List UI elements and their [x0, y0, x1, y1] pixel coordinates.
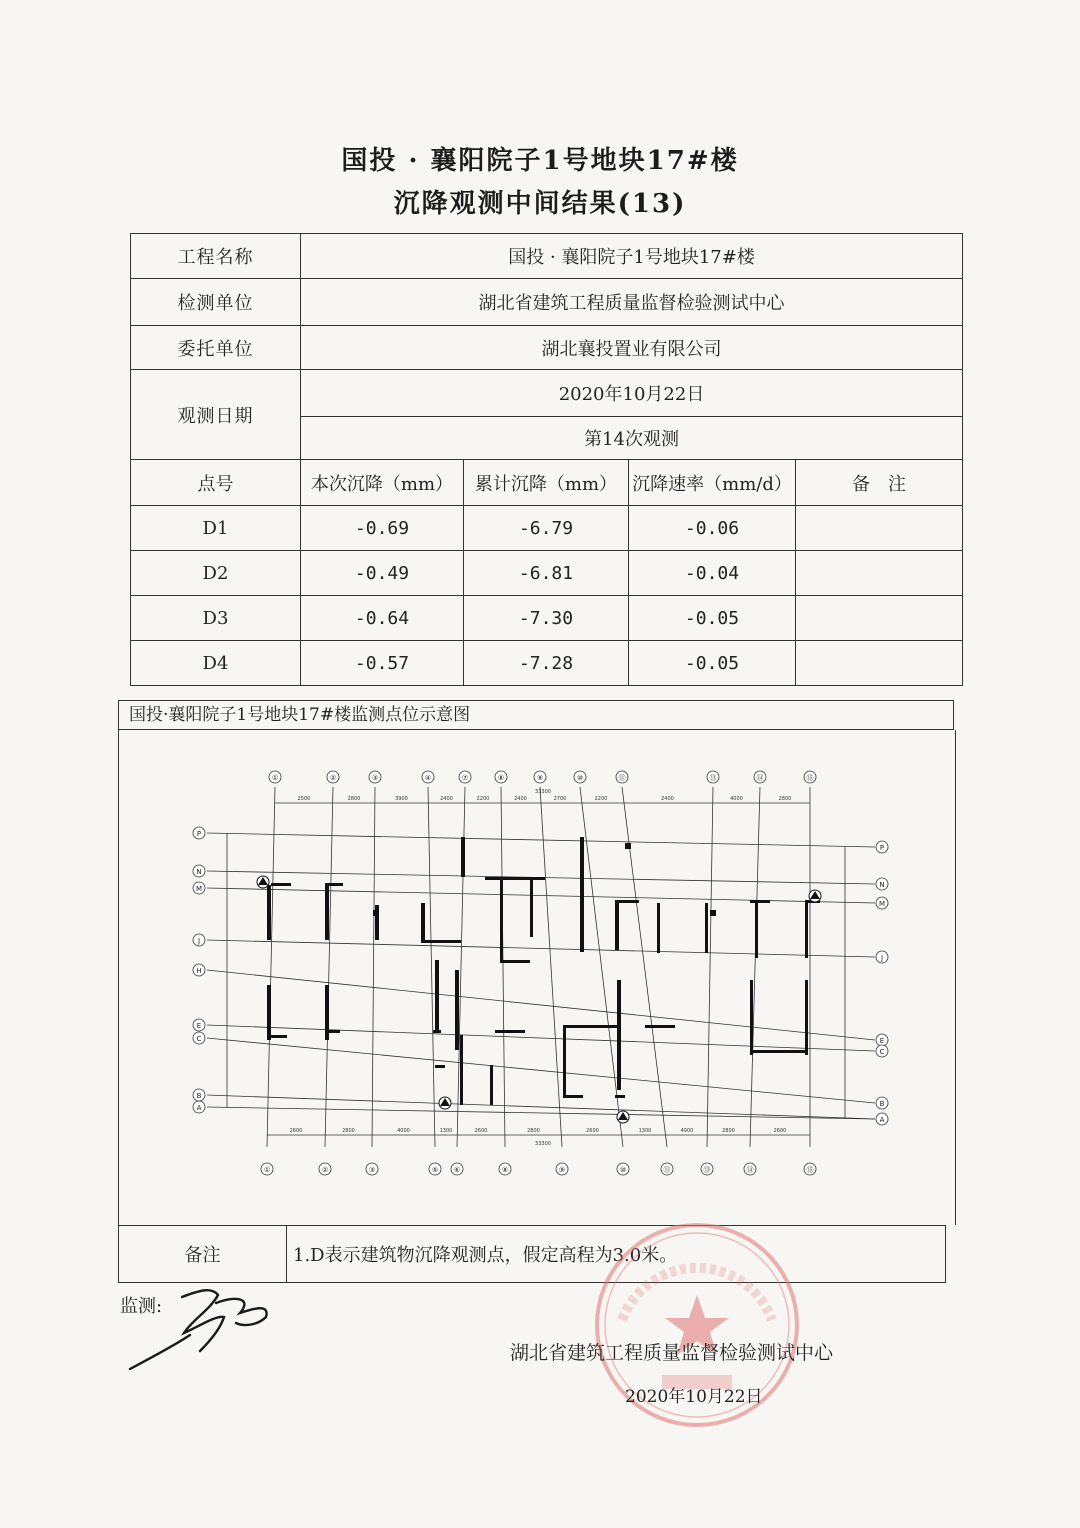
dim-top: 4000 [730, 796, 743, 802]
dim-bottom: 2800 [527, 1128, 540, 1134]
dim-top: 2700 [553, 796, 567, 802]
dim-bottom-total: 33300 [535, 1141, 551, 1147]
point-cell: D2 [131, 551, 301, 596]
table-header [131, 460, 963, 506]
grid-line-vertical [540, 787, 562, 1147]
grid-line-vertical [501, 787, 505, 1147]
dim-top: 2400 [514, 796, 527, 802]
wall-segment [645, 1025, 675, 1028]
axis-bottom-label: ⑥ [453, 1166, 461, 1174]
dim-bottom: 2600 [474, 1128, 488, 1134]
org-name: 湖北省建筑工程质量监督检验测试中心 [510, 1342, 834, 1364]
axis-top-label: ③ [371, 774, 379, 782]
col-note: 备 注 [796, 460, 963, 506]
wall-segment [500, 877, 503, 962]
rate-cell: -0.06 [629, 506, 796, 551]
wall-segment [325, 883, 343, 886]
round-value: 第14次观测 [301, 417, 963, 460]
axis-bottom-label: ⑤ [431, 1166, 439, 1174]
point-cell: D4 [131, 641, 301, 686]
axis-top-label: ⑨ [536, 774, 544, 782]
plan-caption: 国投·襄阳院子1号地块17#楼监测点位示意图 [118, 700, 954, 730]
axis-bottom-label: ⑭ [746, 1166, 754, 1174]
signature [120, 1265, 290, 1375]
plan-dimensions [290, 789, 792, 1147]
wall-segment [495, 1030, 525, 1033]
cumulative-cell: -7.30 [464, 596, 629, 641]
col-current: 本次沉降（mm） [301, 460, 464, 506]
wall-segment [500, 960, 530, 963]
note-cell [796, 551, 963, 596]
axis-top-label: ⑬ [709, 774, 717, 782]
wall-segment [373, 910, 377, 916]
dim-top: 2500 [297, 796, 311, 802]
dim-top: 2400 [440, 796, 453, 802]
plan-walls [267, 837, 820, 1105]
axis-left-label: A [196, 1104, 202, 1112]
wall-segment [657, 903, 660, 953]
wall-segment [267, 1035, 287, 1038]
grid-line-horizontal [207, 1095, 875, 1119]
grid-line-horizontal [207, 940, 875, 957]
wall-segment [710, 910, 716, 916]
cumulative-cell: -6.79 [464, 506, 629, 551]
inspector-value: 湖北省建筑工程质量监督检验测试中心 [301, 279, 963, 326]
dim-top: 3900 [395, 796, 408, 802]
dim-bottom: 4000 [397, 1128, 410, 1134]
dim-top: 2800 [778, 796, 792, 802]
axis-bottom-label: ③ [368, 1166, 376, 1174]
wall-segment [625, 843, 631, 849]
axis-bottom-label: ⑨ [558, 1166, 566, 1174]
remark-text: 1.D表示建筑物沉降观测点，假定高程为3.0米。 [287, 1226, 946, 1283]
wall-segment [271, 883, 291, 886]
table-row [131, 506, 963, 551]
dim-top: 2200 [476, 796, 490, 802]
date-label: 观测日期 [131, 370, 301, 460]
axis-bottom-label: ② [321, 1166, 329, 1174]
wall-segment [421, 940, 461, 943]
axis-top-label: ⑭ [756, 774, 764, 782]
client-row [131, 326, 963, 370]
wall-segment [267, 885, 271, 940]
dim-bottom: 4000 [680, 1128, 694, 1134]
wall-segment [267, 985, 271, 1040]
grid-line-vertical [428, 787, 435, 1147]
col-point: 点号 [131, 460, 301, 506]
inspector-label: 检测单位 [131, 279, 301, 326]
grid-line-horizontal [207, 833, 875, 847]
org-date: 2020年10月22日 [625, 1387, 763, 1407]
current-cell: -0.69 [301, 506, 464, 551]
col-cumulative: 累计沉降（mm） [464, 460, 629, 506]
axis-bottom-label: ⑮ [806, 1166, 814, 1174]
grid-line-vertical [750, 787, 760, 1147]
axis-top-label: ⑩ [576, 774, 584, 782]
axis-top-label: ① [271, 774, 279, 782]
note-cell [796, 596, 963, 641]
col-rate: 沉降速率（mm/d） [629, 460, 796, 506]
current-cell: -0.64 [301, 596, 464, 641]
dim-top: 2200 [594, 796, 608, 802]
axis-top-label: ② [329, 774, 337, 782]
dim-top-total: 33300 [535, 789, 551, 795]
client-label: 委托单位 [131, 326, 301, 370]
dim-bottom: 2800 [722, 1128, 735, 1134]
settlement-table [130, 233, 963, 686]
wall-segment [755, 900, 758, 958]
wall-segment [563, 1025, 566, 1095]
floor-plan-diagram [185, 765, 900, 1185]
axis-bottom-label: ⑬ [703, 1166, 711, 1174]
dim-bottom: 2600 [773, 1128, 787, 1134]
note-cell [796, 506, 963, 551]
axis-right-label: A [879, 1116, 885, 1124]
current-cell: -0.57 [301, 641, 464, 686]
axis-bottom-label: ⑧ [501, 1166, 509, 1174]
grid-line-horizontal [207, 970, 875, 1040]
axis-left-label: H [196, 967, 202, 975]
axis-bottom-label: ⑪ [663, 1166, 671, 1174]
wall-segment [617, 980, 621, 1090]
axis-top-label: ⑦ [461, 774, 469, 782]
note-cell [796, 641, 963, 686]
axis-bottom-label: ① [263, 1166, 271, 1174]
wall-segment [563, 1095, 583, 1098]
axis-bottom-label: ⑩ [619, 1166, 627, 1174]
wall-segment [563, 1025, 618, 1028]
axis-top-label: ⑪ [618, 774, 626, 782]
point-cell: D3 [131, 596, 301, 641]
axis-left-label: N [196, 868, 202, 876]
grid-line-vertical [325, 787, 333, 1147]
report-subtitle: 沉降观测中间结果(13) [393, 189, 687, 219]
axis-top-label: ⑮ [806, 774, 814, 782]
grid-line-vertical [622, 787, 667, 1147]
grid-line-horizontal [207, 888, 875, 903]
client-value: 湖北襄投置业有限公司 [301, 326, 963, 370]
current-cell: -0.49 [301, 551, 464, 596]
dim-bottom: 1300 [439, 1128, 453, 1134]
wall-segment [325, 885, 329, 940]
grid-line-vertical [372, 787, 375, 1147]
axis-left-label: B [196, 1092, 202, 1100]
axis-right-label: P [879, 844, 885, 852]
axis-left-label: P [196, 830, 202, 838]
axis-right-label: B [879, 1100, 885, 1108]
project-label: 工程名称 [131, 234, 301, 279]
wall-segment [750, 980, 753, 1055]
axis-right-label: C [879, 1048, 885, 1056]
grid-line-vertical [267, 787, 275, 1147]
project-row [131, 234, 963, 279]
grid-line-horizontal [207, 1107, 875, 1119]
wall-segment [485, 877, 545, 880]
project-value: 国投 · 襄阳院子1号地块17#楼 [301, 234, 963, 279]
wall-segment [490, 1065, 493, 1105]
table-row [131, 641, 963, 686]
remark-label: 备注 [119, 1226, 287, 1283]
wall-segment [580, 837, 584, 952]
wall-segment [805, 900, 808, 958]
date-value: 2020年10月22日 [301, 370, 963, 417]
axis-right-label: J [880, 954, 884, 962]
axis-left-label: C [196, 1035, 202, 1043]
axis-right-label: M [878, 900, 886, 908]
grid-line-vertical [707, 787, 713, 1147]
cumulative-cell: -7.28 [464, 641, 629, 686]
axis-top-label: ⑧ [497, 774, 505, 782]
wall-segment [750, 900, 770, 903]
table-row [131, 551, 963, 596]
report-title: 国投 · 襄阳院子1号地块17#楼 [341, 146, 739, 176]
wall-segment [805, 980, 808, 1055]
wall-segment [421, 903, 425, 943]
monitor-label: 监测: [120, 1296, 163, 1317]
dim-bottom: 2800 [342, 1128, 355, 1134]
dim-top: 2800 [347, 796, 361, 802]
axis-left-label: M [195, 885, 203, 893]
rate-cell: -0.05 [629, 596, 796, 641]
dim-top: 2400 [661, 796, 674, 802]
dim-bottom: 2600 [586, 1128, 599, 1134]
wall-segment [461, 837, 465, 877]
inspector-row [131, 279, 963, 326]
grid-line-horizontal [207, 1025, 875, 1051]
wall-segment [617, 900, 639, 903]
axis-left-label: J [197, 937, 201, 945]
wall-segment [615, 900, 619, 950]
plan-gridlines [207, 787, 875, 1147]
wall-segment [753, 1050, 808, 1053]
rate-cell: -0.05 [629, 641, 796, 686]
point-cell: D1 [131, 506, 301, 551]
wall-segment [435, 960, 439, 1030]
wall-segment [433, 1030, 441, 1033]
axis-right-label: N [879, 881, 885, 889]
axis-right-label: E [879, 1037, 885, 1045]
wall-segment [530, 877, 533, 937]
rate-cell: -0.04 [629, 551, 796, 596]
wall-segment [325, 1030, 340, 1033]
axis-top-label: ④ [424, 774, 432, 782]
plan-axes [193, 771, 888, 1175]
cumulative-cell: -6.81 [464, 551, 629, 596]
wall-segment [455, 970, 459, 1050]
wall-segment [460, 1035, 463, 1105]
grid-line-horizontal [207, 1038, 875, 1103]
wall-segment [705, 903, 708, 953]
axis-left-label: E [196, 1022, 202, 1030]
wall-segment [435, 1065, 445, 1068]
date-row [131, 370, 963, 417]
dim-bottom: 1300 [638, 1128, 652, 1134]
dim-bottom: 2600 [289, 1128, 303, 1134]
plan-monitoring-points [257, 876, 821, 1123]
table-row [131, 596, 963, 641]
wall-segment [615, 1095, 625, 1098]
